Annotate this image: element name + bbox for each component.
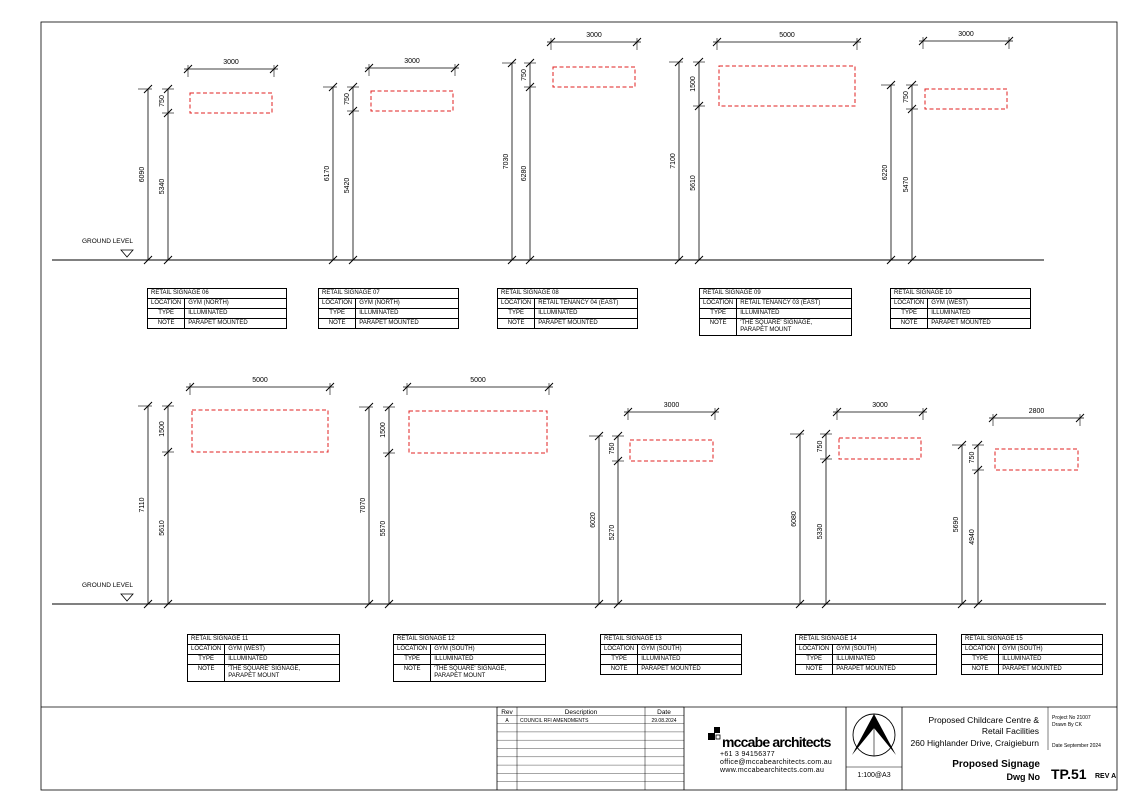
schedule-row xyxy=(319,299,459,309)
schedule-value: ILLUMINATED xyxy=(833,655,937,665)
schedule-row xyxy=(891,299,1031,309)
schedule-row xyxy=(188,655,340,665)
dwg-no-label: Dwg No xyxy=(1006,772,1040,782)
schedule-key: NOTE xyxy=(498,319,535,329)
schedule-value: PARAPET MOUNTED xyxy=(928,319,1031,329)
schedule-row xyxy=(319,309,459,319)
schedule-row xyxy=(319,319,459,329)
sign-width-label: 3000 xyxy=(958,31,974,38)
sign-width-label: 5000 xyxy=(470,377,486,384)
schedule-key: TYPE xyxy=(891,309,928,319)
drawn-by: Drawn By CK xyxy=(1052,722,1083,728)
sign-outline xyxy=(190,93,272,113)
schedule-key: NOTE xyxy=(394,665,431,682)
sign-width-label: 2800 xyxy=(1028,408,1045,415)
schedule-title-row xyxy=(394,635,546,645)
revision-date-cell: 29.08.2024 xyxy=(651,718,677,724)
firm-website: www.mccabearchitects.com.au xyxy=(720,767,825,774)
schedule-title-row xyxy=(188,635,340,645)
schedule-row xyxy=(188,665,340,682)
total-height-label: 6080 xyxy=(791,511,798,527)
schedule-retail-signage-15 xyxy=(961,634,1103,675)
schedule-row xyxy=(394,645,546,655)
elevations-row-2 xyxy=(52,377,1106,608)
height-above-ground-label: 5330 xyxy=(817,523,824,540)
schedule-title-row xyxy=(962,635,1103,645)
schedule-title: RETAIL SIGNAGE 10 xyxy=(891,289,1031,299)
schedule-key: TYPE xyxy=(700,309,737,319)
schedule-key: NOTE xyxy=(962,665,999,675)
schedule-value: PARAPET MOUNTED xyxy=(999,665,1103,675)
schedule-row xyxy=(148,319,287,329)
schedule-row xyxy=(188,645,340,655)
sign-height-label: 750 xyxy=(521,69,528,81)
sign-outline xyxy=(409,411,547,453)
schedule-row xyxy=(962,665,1103,675)
schedule-title: RETAIL SIGNAGE 11 xyxy=(188,635,340,645)
schedule-row xyxy=(601,655,742,665)
schedule-title: RETAIL SIGNAGE 14 xyxy=(796,635,937,645)
total-height-label: 6170 xyxy=(324,165,331,182)
elevation-retail-signage-14 xyxy=(790,402,927,608)
schedule-value: PARAPET MOUNTED xyxy=(833,665,937,675)
schedule-retail-signage-09 xyxy=(699,288,852,336)
schedule-key: LOCATION xyxy=(319,299,356,309)
schedule-key: LOCATION xyxy=(962,645,999,655)
schedule-key: TYPE xyxy=(498,309,535,319)
elevation-retail-signage-10 xyxy=(881,31,1013,264)
schedule-value: PARAPET MOUNTED xyxy=(535,319,638,329)
elevation-retail-signage-13 xyxy=(589,402,719,608)
schedule-row xyxy=(148,309,287,319)
total-height-label: 7110 xyxy=(139,497,146,513)
sign-width-label: 5000 xyxy=(779,32,795,39)
sign-height-label: 750 xyxy=(969,451,976,464)
schedule-value: GYM (NORTH) xyxy=(356,299,459,309)
sign-outline xyxy=(192,410,328,452)
schedule-row xyxy=(394,655,546,665)
schedule-title: RETAIL SIGNAGE 12 xyxy=(394,635,546,645)
total-height-label: 6220 xyxy=(882,164,889,181)
schedule-title: RETAIL SIGNAGE 08 xyxy=(498,289,638,299)
height-above-ground-label: 5340 xyxy=(159,178,166,195)
schedule-key: NOTE xyxy=(796,665,833,675)
sign-height-label: 750 xyxy=(609,442,616,455)
schedule-key: LOCATION xyxy=(700,299,737,309)
schedule-title: RETAIL SIGNAGE 07 xyxy=(319,289,459,299)
schedule-row xyxy=(498,319,638,329)
schedule-row xyxy=(962,655,1103,665)
schedule-row xyxy=(796,645,937,655)
schedule-value: RETAIL TENANCY 03 (EAST) xyxy=(737,299,852,309)
schedule-row xyxy=(891,319,1031,329)
total-height-label: 6090 xyxy=(139,166,146,183)
revision-description-cell: COUNCIL RFI AMENDMENTS xyxy=(520,718,589,724)
sign-height-label: 1500 xyxy=(380,422,387,438)
project-name-line2: Retail Facilities xyxy=(981,726,1039,736)
firm-name: mccabe architects xyxy=(722,734,831,750)
schedule-key: TYPE xyxy=(394,655,431,665)
schedule-key: NOTE xyxy=(148,319,185,329)
schedule-value: ILLUMINATED xyxy=(225,655,340,665)
schedule-row xyxy=(498,299,638,309)
schedule-value: GYM (SOUTH) xyxy=(833,645,937,655)
schedule-value: 'THE SQUARE' SIGNAGE, PARAPET MOUNT xyxy=(737,319,852,336)
height-above-ground-label: 6280 xyxy=(521,165,528,182)
schedule-row xyxy=(700,319,852,336)
drawing-title: Proposed Signage xyxy=(952,759,1040,770)
revision-grid xyxy=(497,707,684,790)
schedule-value: GYM (NORTH) xyxy=(185,299,287,309)
height-above-ground-label: 5420 xyxy=(344,177,351,194)
sign-outline xyxy=(925,89,1007,109)
schedule-key: LOCATION xyxy=(498,299,535,309)
elevation-retail-signage-11 xyxy=(138,377,334,608)
schedule-retail-signage-06 xyxy=(147,288,287,329)
sign-width-label: 3000 xyxy=(586,32,602,39)
schedule-key: TYPE xyxy=(962,655,999,665)
schedule-row xyxy=(601,645,742,655)
revision-header: Rev xyxy=(501,709,513,716)
sign-height-label: 1500 xyxy=(159,421,166,437)
schedule-title-row xyxy=(319,289,459,299)
revision-header: Description xyxy=(564,709,598,716)
schedule-value: 'THE SQUARE' SIGNAGE, PARAPET MOUNT xyxy=(225,665,340,682)
schedule-row xyxy=(601,665,742,675)
schedule-title-row xyxy=(891,289,1031,299)
height-above-ground-label: 4940 xyxy=(969,529,976,545)
sign-outline xyxy=(371,91,453,111)
schedule-retail-signage-07 xyxy=(318,288,459,329)
schedule-title-row xyxy=(148,289,287,299)
schedule-title: RETAIL SIGNAGE 09 xyxy=(700,289,852,299)
ground-level-label: GROUND LEVEL xyxy=(82,582,133,589)
sign-height-label: 750 xyxy=(903,91,910,103)
schedule-value: GYM (WEST) xyxy=(928,299,1031,309)
schedule-key: TYPE xyxy=(601,655,638,665)
schedule-value: 'THE SQUARE' SIGNAGE, PARAPET MOUNT xyxy=(431,665,546,682)
sign-width-label: 3000 xyxy=(663,402,680,409)
schedule-key: TYPE xyxy=(148,309,185,319)
schedule-row xyxy=(700,309,852,319)
ground-level-marker-icon xyxy=(121,594,133,601)
project-address: 260 Highlander Drive, Craigieburn xyxy=(910,738,1039,748)
elevations-row-1 xyxy=(52,31,1044,264)
schedule-value: ILLUMINATED xyxy=(928,309,1031,319)
sign-outline xyxy=(553,67,635,87)
height-above-ground-label: 5470 xyxy=(903,176,910,193)
height-above-ground-label: 5570 xyxy=(380,520,387,537)
schedule-row xyxy=(498,309,638,319)
sign-width-label: 3000 xyxy=(223,59,239,66)
schedule-value: PARAPET MOUNTED xyxy=(638,665,742,675)
schedule-value: PARAPET MOUNTED xyxy=(185,319,287,329)
schedule-value: PARAPET MOUNTED xyxy=(356,319,459,329)
project-number: Project No 21007 xyxy=(1052,715,1091,721)
schedule-value: ILLUMINATED xyxy=(431,655,546,665)
sign-height-label: 750 xyxy=(817,440,824,453)
dwg-number: TP.51 xyxy=(1051,766,1087,782)
schedule-title-row xyxy=(498,289,638,299)
schedule-key: LOCATION xyxy=(148,299,185,309)
schedule-key: NOTE xyxy=(700,319,737,336)
schedule-value: GYM (SOUTH) xyxy=(999,645,1103,655)
schedule-key: NOTE xyxy=(319,319,356,329)
schedule-key: NOTE xyxy=(891,319,928,329)
revision-code-cell: A xyxy=(505,718,509,724)
schedule-row xyxy=(891,309,1031,319)
schedule-value: ILLUMINATED xyxy=(999,655,1103,665)
sign-outline xyxy=(839,438,921,459)
north-point-icon xyxy=(852,714,896,756)
sign-height-label: 750 xyxy=(159,95,166,107)
schedule-title: RETAIL SIGNAGE 13 xyxy=(601,635,742,645)
schedule-value: GYM (SOUTH) xyxy=(638,645,742,655)
schedule-retail-signage-11 xyxy=(187,634,340,682)
schedule-title: RETAIL SIGNAGE 06 xyxy=(148,289,287,299)
total-height-label: 7070 xyxy=(360,497,367,514)
total-height-label: 7100 xyxy=(670,153,677,169)
schedule-row xyxy=(700,299,852,309)
sign-width-label: 5000 xyxy=(252,377,268,384)
schedule-value: GYM (SOUTH) xyxy=(431,645,546,655)
sign-outline xyxy=(719,66,855,106)
schedule-key: TYPE xyxy=(188,655,225,665)
schedule-key: LOCATION xyxy=(796,645,833,655)
mccabe-logo-icon xyxy=(708,727,720,740)
ground-level-marker-icon xyxy=(121,250,133,257)
total-height-label: 6020 xyxy=(590,512,597,528)
elevation-retail-signage-06 xyxy=(138,59,278,264)
sign-outline xyxy=(630,440,713,461)
revision-header: Date xyxy=(657,709,671,716)
schedule-key: NOTE xyxy=(601,665,638,675)
firm-phone: +61 3 94156377 xyxy=(720,751,776,758)
schedule-value: ILLUMINATED xyxy=(737,309,852,319)
schedule-title-row xyxy=(700,289,852,299)
sign-width-label: 3000 xyxy=(404,58,420,65)
drawing-scale: 1:100@A3 xyxy=(857,772,891,779)
schedule-key: LOCATION xyxy=(601,645,638,655)
schedule-value: ILLUMINATED xyxy=(638,655,742,665)
total-height-label: 5690 xyxy=(953,516,960,533)
height-above-ground-label: 5610 xyxy=(690,175,697,191)
schedule-key: LOCATION xyxy=(188,645,225,655)
schedule-title: RETAIL SIGNAGE 15 xyxy=(962,635,1103,645)
elevation-retail-signage-15 xyxy=(952,408,1084,608)
schedule-row xyxy=(796,655,937,665)
schedule-row xyxy=(962,645,1103,655)
schedule-value: ILLUMINATED xyxy=(356,309,459,319)
schedule-value: ILLUMINATED xyxy=(185,309,287,319)
schedule-value: ILLUMINATED xyxy=(535,309,638,319)
sign-outline xyxy=(995,449,1078,470)
elevation-retail-signage-09 xyxy=(669,32,861,264)
firm-email: office@mccabearchitects.com.au xyxy=(720,759,833,766)
schedule-row xyxy=(394,665,546,682)
sign-height-label: 750 xyxy=(344,93,351,105)
schedule-title-row xyxy=(601,635,742,645)
schedule-row xyxy=(796,665,937,675)
schedule-retail-signage-10 xyxy=(890,288,1031,329)
schedule-key: LOCATION xyxy=(891,299,928,309)
sign-height-label: 1500 xyxy=(690,76,697,92)
schedule-value: GYM (WEST) xyxy=(225,645,340,655)
elevation-retail-signage-08 xyxy=(502,32,641,264)
ground-level-label: GROUND LEVEL xyxy=(82,238,133,245)
sign-width-label: 3000 xyxy=(872,402,888,409)
schedule-retail-signage-08 xyxy=(497,288,638,329)
total-height-label: 7030 xyxy=(503,153,510,170)
issue-date: Date September 2024 xyxy=(1052,743,1101,749)
schedule-key: TYPE xyxy=(319,309,356,319)
schedule-key: LOCATION xyxy=(394,645,431,655)
schedule-key: NOTE xyxy=(188,665,225,682)
schedule-row xyxy=(148,299,287,309)
schedule-title-row xyxy=(796,635,937,645)
schedule-retail-signage-12 xyxy=(393,634,546,682)
schedule-value: RETAIL TENANCY 04 (EAST) xyxy=(535,299,638,309)
schedule-retail-signage-14 xyxy=(795,634,937,675)
project-name-line1: Proposed Childcare Centre & xyxy=(928,715,1039,725)
height-above-ground-label: 5610 xyxy=(159,520,166,536)
schedule-key: TYPE xyxy=(796,655,833,665)
elevation-retail-signage-07 xyxy=(323,58,459,264)
height-above-ground-label: 5270 xyxy=(609,524,616,541)
elevation-retail-signage-12 xyxy=(359,377,553,608)
schedule-retail-signage-13 xyxy=(600,634,742,675)
revision-code: REV A xyxy=(1095,773,1117,780)
